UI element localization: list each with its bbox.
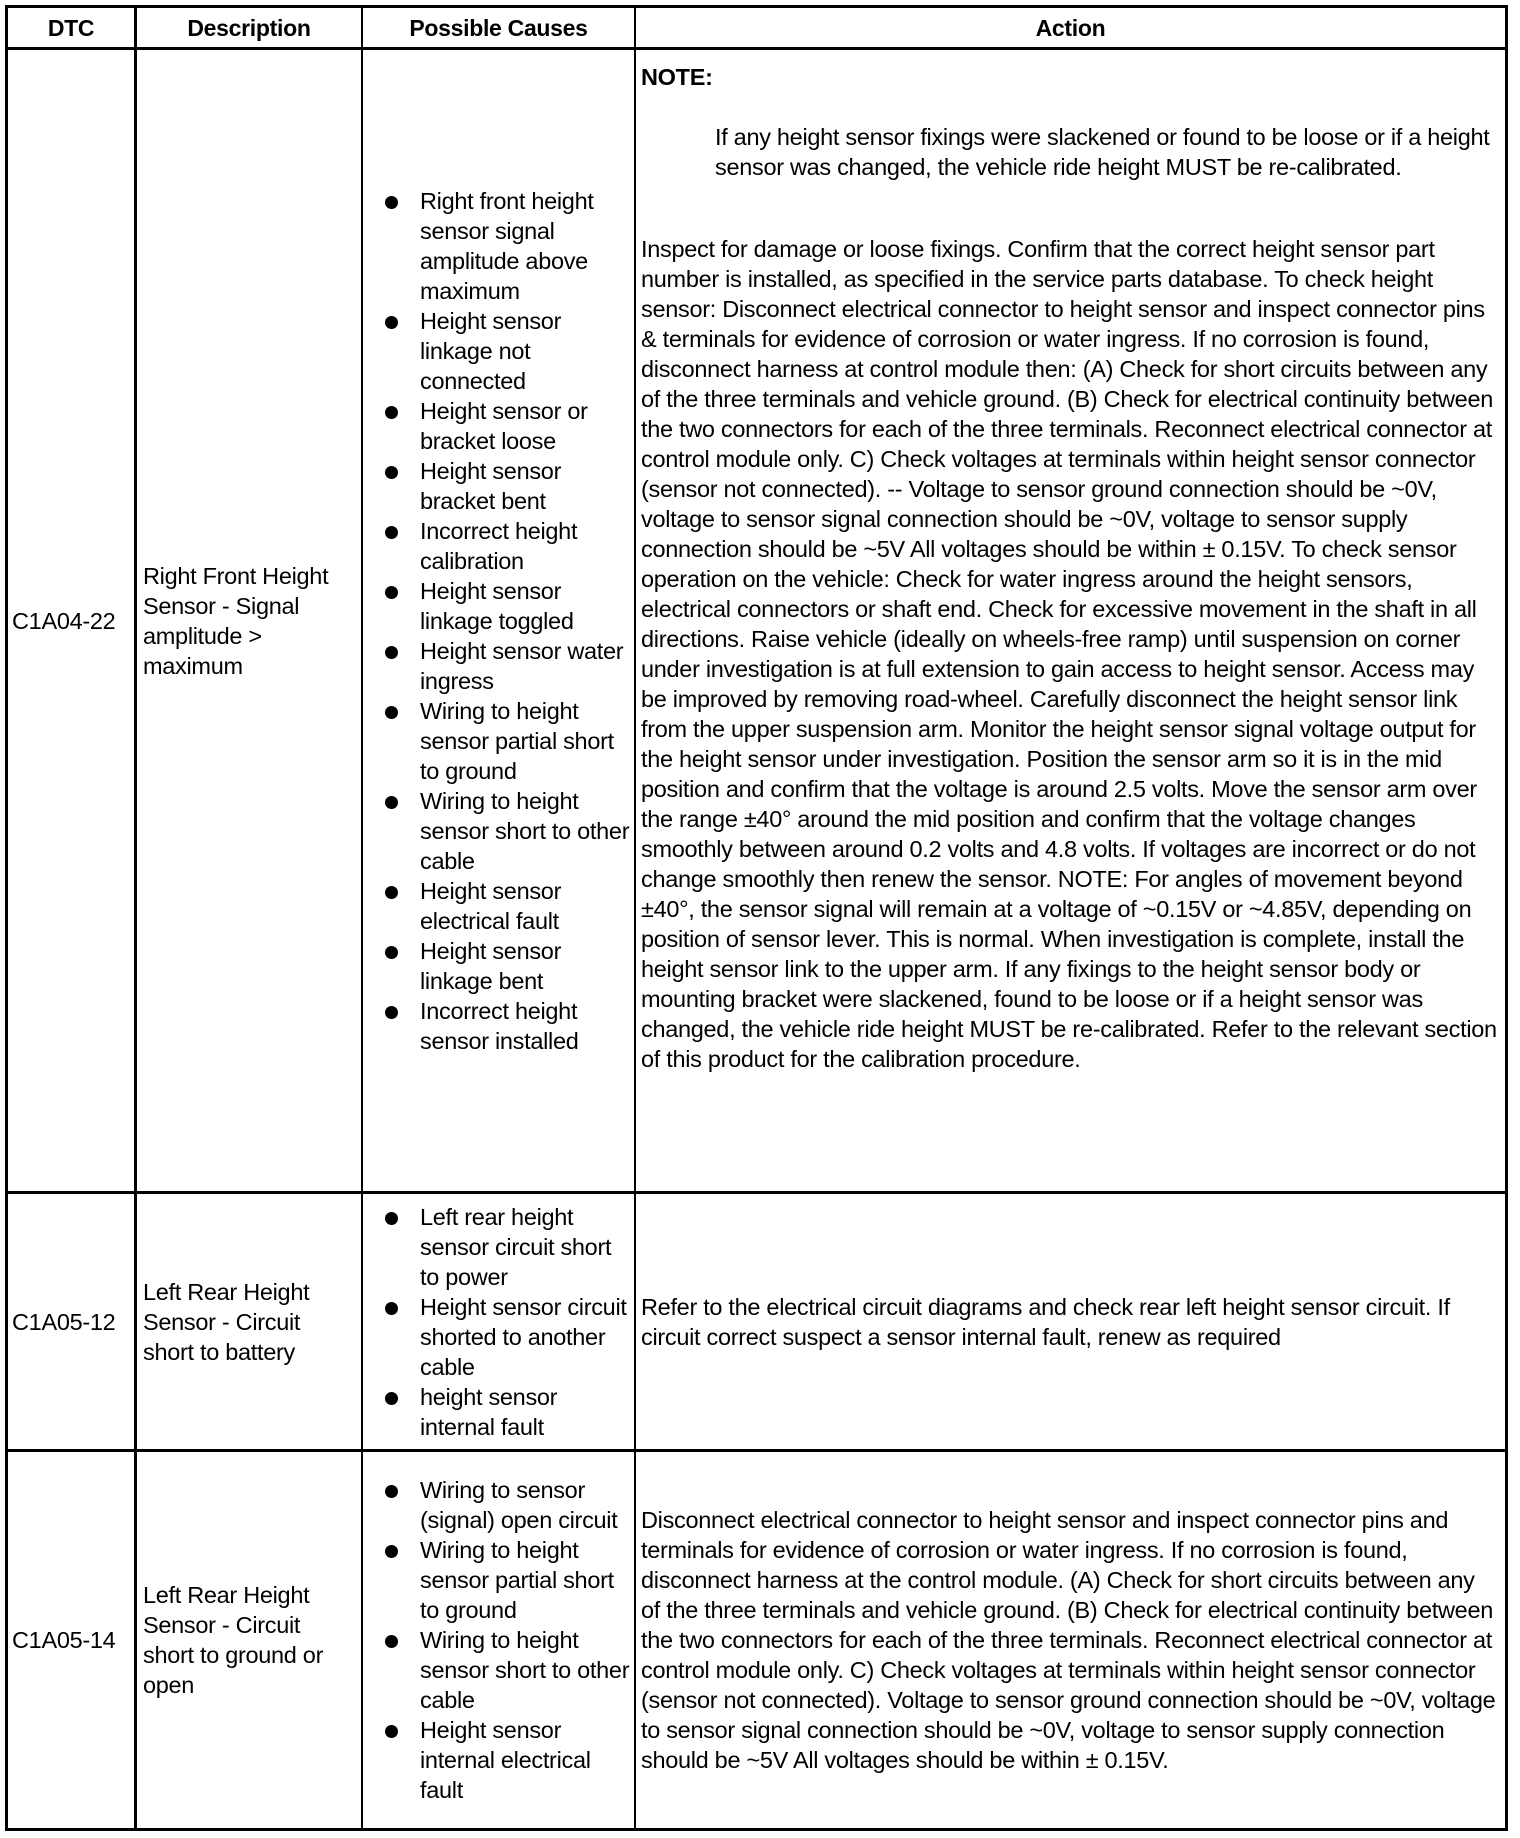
row-2-dtc xyxy=(8,1194,134,1449)
bullet-icon xyxy=(385,316,398,329)
row-3-possible-causes xyxy=(363,1452,634,1828)
bullet-icon xyxy=(385,706,398,719)
note-body: If any height sensor fixings were slackened or found to be loose or if a height sensor was changed, the vehicle ride height MUST be re-calibrated. xyxy=(715,124,1490,180)
header-description: Description xyxy=(187,15,311,41)
row-2-possible-causes xyxy=(363,1194,634,1449)
cause-item: Right front height sensor signal amplitude above maximum xyxy=(363,186,634,306)
dtc-code: C1A05-14 xyxy=(12,1627,116,1653)
header-dtc: DTC xyxy=(47,15,95,41)
dtc-table xyxy=(5,5,1508,1831)
row-2-action xyxy=(636,1194,1505,1449)
cause-item: Wiring to height sensor partial short to ground xyxy=(363,1535,634,1625)
header-possible-causes: Possible Causes xyxy=(409,15,588,41)
description-text: Right Front Height Sensor - Signal amplitude > maximum xyxy=(143,562,329,679)
causes-list xyxy=(363,1202,634,1442)
action-text: Refer to the electrical circuit diagrams and check rear left height sensor circuit. If circuit correct suspect a sensor internal fault, renew as required xyxy=(641,1293,1450,1350)
row-3-dtc xyxy=(8,1452,134,1828)
bullet-icon xyxy=(385,1212,398,1225)
action-text: Inspect for damage or loose fixings. Confirm that the correct height sensor part number is installed, as specified in the service parts database. To check height sensor: Disconnect electrical connector to height sensor and inspect connector pins & terminals for evidence of corrosion or water ingress. If no corrosion is found, disconnect harness at control module then: (A) Check for short circuits between any of the three terminals and vehicle ground. (B) Check for electrical continuity between the two connectors for each of the three terminals. Reconnect electrical connector at control module only. C) Check voltages at terminals within height sensor connector (sensor not connected). -- Voltage to sensor ground connection should be ~0V, voltage to sensor signal connection should be ~0V, voltage to sensor supply connection should be ~5V All voltages should be within ± 0.15V. To check sensor operation on the vehicle: Check for water ingress around the height sensors, electrical connectors or shaft end. Check for excessive movement in the shaft in all directions. Raise vehicle (ideally on wheels-free ramp) until suspension on corner under investigation is at full extension to gain access to height sensor. Access may be improved by removing road-wheel. Carefully disconnect the height sensor link from the upper suspension arm. Monitor the height sensor signal voltage output for the height sensor under investigation. Position the sensor arm so it is in the mid position and confirm that the voltage is around 2.5 volts. Move the sensor arm over the range ±40° around the mid position and confirm that the voltage changes smoothly between around 0.2 volts and 4.8 volts. If voltages are incorrect or do not change smoothly then renew the sensor. NOTE: For angles of movement beyond ±40°, the sensor signal will remain at a voltage of ~0.15V or ~4.85V, depending on position of sensor lever. This is normal. When investigation is complete, install the height sensor link to the upper arm. If any fixings to the height sensor body or mounting bracket were slackened, found to be loose or if a height sensor was changed, the vehicle ride height MUST be re-calibrated. Refer to the relevant section of this product for the calibration procedure. xyxy=(641,236,1497,1072)
cause-item: Height sensor linkage toggled xyxy=(363,576,634,636)
row-2-description xyxy=(137,1194,361,1449)
cause-item: Wiring to height sensor short to other cable xyxy=(363,1625,634,1715)
action-text: Disconnect electrical connector to height sensor and inspect connector pins and terminals for evidence of corrosion or water ingress. If no corrosion is found, disconnect harness at the control module. (A) Check for short circuits between any of the three terminals and vehicle ground. (B) Check for electrical continuity between the two connectors for each of the three terminals. Reconnect electrical connector at control module only. C) Check voltages at terminals within height sensor connector (sensor not connected). Voltage to sensor ground connection should be ~0V, voltage to sensor signal connection should be ~0V, voltage to sensor supply connection should be ~5V All voltages should be within ± 0.15V. xyxy=(641,1507,1496,1773)
bullet-icon xyxy=(385,1006,398,1019)
bullet-icon xyxy=(385,1485,398,1498)
bullet-icon xyxy=(385,526,398,539)
cause-item: height sensor internal fault xyxy=(363,1382,634,1442)
row-3-action xyxy=(636,1452,1505,1828)
bullet-icon xyxy=(385,1545,398,1558)
row-1-action xyxy=(636,50,1505,1191)
cause-item: Wiring to height sensor partial short to ground xyxy=(363,696,634,786)
cause-item: Height sensor or bracket loose xyxy=(363,396,634,456)
bullet-icon xyxy=(385,466,398,479)
cause-item: Height sensor circuit shorted to another cable xyxy=(363,1292,634,1382)
bullet-icon xyxy=(385,886,398,899)
cause-item: Incorrect height calibration xyxy=(363,516,634,576)
row-1-description xyxy=(137,50,361,1191)
row-1-dtc xyxy=(8,50,134,1191)
dtc-code: C1A04-22 xyxy=(12,607,116,634)
bullet-icon xyxy=(385,1392,398,1405)
cause-item: Height sensor linkage not connected xyxy=(363,306,634,396)
causes-list xyxy=(363,1475,634,1805)
cause-item: Height sensor internal electrical fault xyxy=(363,1715,634,1805)
cause-item: Wiring to sensor (signal) open circuit xyxy=(363,1475,634,1535)
row-1-possible-causes xyxy=(363,50,634,1191)
bullet-icon xyxy=(385,946,398,959)
causes-list xyxy=(363,186,634,1056)
bullet-icon xyxy=(385,406,398,419)
header-action: Action xyxy=(1035,15,1106,41)
note-title: NOTE: xyxy=(641,64,713,90)
cause-item: Height sensor bracket bent xyxy=(363,456,634,516)
cause-item: Wiring to height sensor short to other cable xyxy=(363,786,634,876)
row-3-description xyxy=(137,1452,361,1828)
description-text: Left Rear Height Sensor - Circuit short to ground or open xyxy=(143,1582,324,1698)
cause-item: Height sensor linkage bent xyxy=(363,936,634,996)
bullet-icon xyxy=(385,1635,398,1648)
cause-item: Left rear height sensor circuit short to power xyxy=(363,1202,634,1292)
cause-item: Height sensor electrical fault xyxy=(363,876,634,936)
description-text: Left Rear Height Sensor - Circuit short to battery xyxy=(143,1278,310,1365)
cause-item: Incorrect height sensor installed xyxy=(363,996,634,1056)
bullet-icon xyxy=(385,1725,398,1738)
bullet-icon xyxy=(385,1302,398,1315)
bullet-icon xyxy=(385,196,398,209)
bullet-icon xyxy=(385,586,398,599)
bullet-icon xyxy=(385,646,398,659)
bullet-icon xyxy=(385,796,398,809)
cause-item: Height sensor water ingress xyxy=(363,636,634,696)
dtc-code: C1A05-12 xyxy=(12,1308,116,1335)
